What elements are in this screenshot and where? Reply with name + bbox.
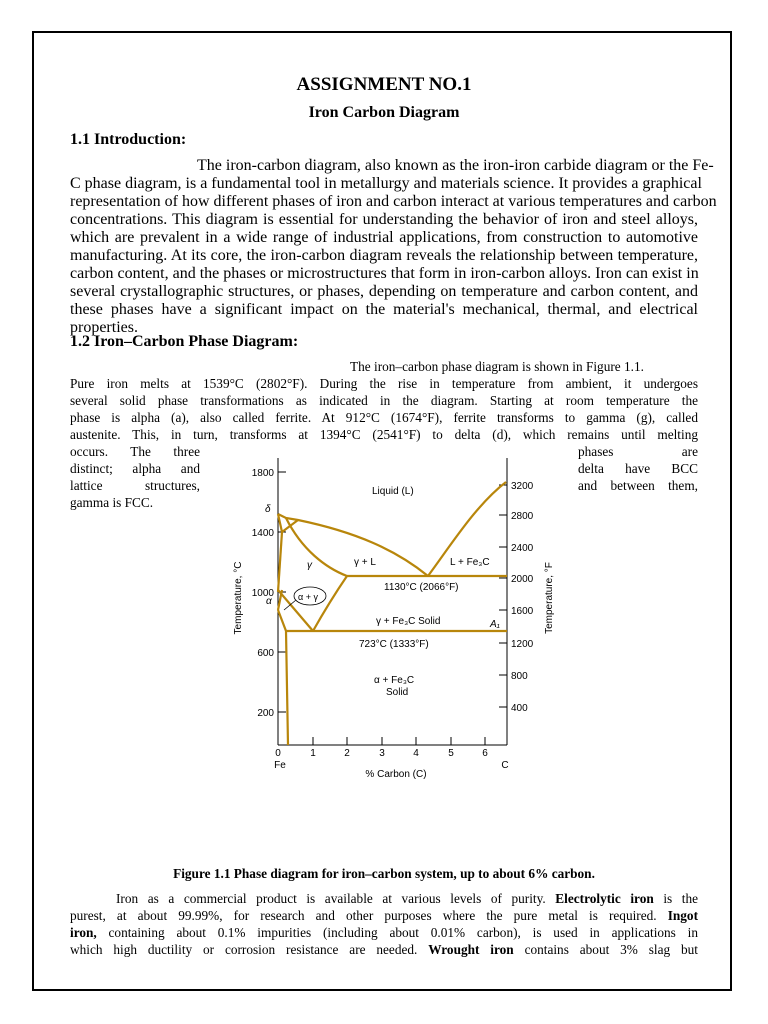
label-solid: Solid <box>386 687 409 698</box>
text-line: phase is alpha (a), also called ferrite. At 912°C (1674°F), ferrite transforms to gamma (g), called <box>70 410 698 425</box>
phase-boundaries <box>278 482 507 745</box>
y-ticks-celsius <box>252 468 275 719</box>
text-line: phases are <box>578 444 698 459</box>
text-line: The iron-carbon diagram, also known as the iron-iron carbide diagram or the Fe- <box>197 157 714 174</box>
y-tick-f: 2400 <box>511 543 534 554</box>
text-line: properties. <box>70 319 138 336</box>
y-tick-c: 1800 <box>251 468 274 479</box>
text-line: and between them, <box>578 478 698 493</box>
y-axis-title-left: Temperature, °C <box>233 561 244 635</box>
text-line: C phase diagram, is a fundamental tool in metallurgy and materials science. It provides a graphical <box>70 175 702 192</box>
x-axis-title: % Carbon (C) <box>365 769 427 780</box>
y-axis-title-right: Temperature, °F <box>544 562 555 634</box>
section-2-heading: 1.2 Iron–Carbon Phase Diagram: <box>70 333 299 350</box>
text-line: gamma is FCC. <box>70 495 154 510</box>
region-labels <box>265 486 500 698</box>
y-tick-f: 2000 <box>511 574 534 585</box>
text-line: distinct; alpha and <box>70 461 200 476</box>
y-tick-c: 600 <box>257 648 274 659</box>
text-line: delta have BCC <box>578 461 698 476</box>
liquidus-left <box>278 514 428 576</box>
x-tick: 5 <box>448 748 454 759</box>
x-tick: 0 <box>275 748 281 759</box>
text-line: occurs. The three <box>70 444 200 459</box>
text-line: austenite. This, in turn, transforms at 1394°C (2541°F) to delta (d), which remains until melting <box>70 427 698 442</box>
label-fe: Fe <box>274 760 286 771</box>
figure-caption: Figure 1.1 Phase diagram for iron–carbon system, up to about 6% carbon. <box>173 866 595 881</box>
text-line: The iron–carbon phase diagram is shown in Figure 1.1. <box>350 359 644 374</box>
text-line: lattice structures, <box>70 478 200 493</box>
y-tick-c: 1400 <box>251 528 274 539</box>
label-gamma-fe3c-solid: γ + Fe₃C Solid <box>376 616 441 627</box>
iron-carbon-phase-diagram <box>206 450 566 788</box>
text-line: which high ductility or corrosion resistance are needed. Wrought iron contains about 3% slag but <box>70 942 698 957</box>
y-tick-f: 3200 <box>511 481 534 492</box>
text-line: representation of how different phases of iron and carbon interact at various temperatures and carbon <box>70 193 717 210</box>
x-ticks <box>274 748 508 780</box>
text-line: Pure iron melts at 1539°C (2802°F). During the rise in temperature from ambient, it undergoes <box>70 376 698 391</box>
label-delta: δ <box>265 504 271 515</box>
y-tick-c: 200 <box>257 708 274 719</box>
text-line: concentrations. This diagram is essential for understanding the behavior of iron and steel alloys, <box>70 211 698 228</box>
text-line: manufacturing. At its core, the iron-carbon diagram reveals the relationship between temperature, <box>70 247 698 264</box>
gamma-boundary <box>278 532 282 592</box>
y-tick-f: 1600 <box>511 606 534 617</box>
section-1-paragraph <box>70 157 717 337</box>
text-line: which are prevalent in a wide range of industrial applications, from construction to automotive <box>70 229 698 246</box>
label-eutectic-temp: 1130°C (2066°F) <box>384 582 459 593</box>
y-tick-f: 1200 <box>511 639 534 650</box>
section-2-paragraph <box>70 358 698 443</box>
solidus <box>286 518 347 576</box>
wrap-left-column <box>70 443 200 511</box>
label-liquid: Liquid (L) <box>372 486 414 497</box>
label-l-fe3c: L + Fe₃C <box>450 557 490 568</box>
label-eutectoid-temp: 723°C (1333°F) <box>359 639 429 650</box>
text-line: carbon content, and the phases or microstructures that form in iron-carbon alloys. Iron can exist in <box>70 265 699 282</box>
text-line: several crystallographic structures, or phases, depending on temperature and carbon content, and <box>70 283 698 300</box>
x-tick: 6 <box>482 748 488 759</box>
text-line: several solid phase transformations as indicated in the diagram. Starting at room temperature the <box>70 393 698 408</box>
label-gamma: γ <box>307 560 312 571</box>
x-tick: 2 <box>344 748 350 759</box>
x-tick: 3 <box>379 748 385 759</box>
label-alpha-fe3c: α + Fe₃C <box>374 675 415 686</box>
section-3-paragraph <box>70 890 698 958</box>
y-tick-f: 2800 <box>511 511 534 522</box>
label-a1: A₁ <box>490 619 500 630</box>
label-alpha-gamma: α + γ <box>298 592 318 602</box>
y-ticks-fahrenheit <box>511 481 534 714</box>
x-tick: 4 <box>413 748 419 759</box>
wrap-right-column <box>578 443 698 494</box>
text-line: iron, containing about 0.1% impurities (including about 0.01% carbon), is used in applications in <box>70 925 698 940</box>
assignment-title: ASSIGNMENT NO.1 <box>296 74 472 95</box>
label-alpha: α <box>266 596 272 607</box>
text-line: Iron as a commercial product is available at various levels of purity. Electrolytic iron is the <box>116 891 699 906</box>
text-line: these phases have a significant impact on the material's mechanical, thermal, and electrical <box>70 301 698 318</box>
alpha-boundary <box>278 610 288 745</box>
label-gamma-l: γ + L <box>354 557 376 568</box>
label-c: C <box>501 760 509 771</box>
x-tick: 1 <box>310 748 316 759</box>
assignment-subtitle: Iron Carbon Diagram <box>308 104 460 121</box>
y-tick-f: 400 <box>511 703 528 714</box>
y-tick-c: 1000 <box>251 588 274 599</box>
y-tick-f: 800 <box>511 671 528 682</box>
section-1-heading: 1.1 Introduction: <box>70 131 187 148</box>
text-line: purest, at about 99.99%, for research and other purposes where the pure metal is required. Ingot <box>70 908 698 923</box>
